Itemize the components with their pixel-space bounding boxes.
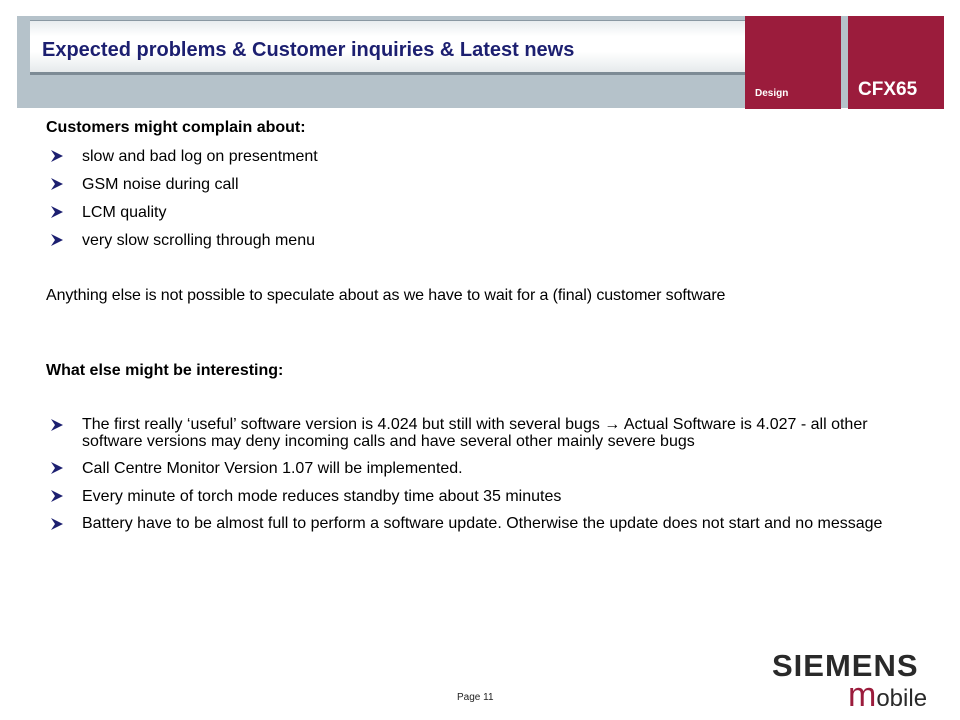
list-item — [46, 175, 926, 194]
list-item — [46, 487, 926, 506]
arrow-bullet-icon — [50, 461, 64, 475]
logo-obile: obile — [876, 685, 928, 712]
interesting-list — [46, 416, 926, 532]
arrow-bullet-icon — [50, 205, 64, 219]
arrow-bullet-icon — [50, 233, 64, 247]
list-item — [46, 147, 926, 166]
model-label: CFX65 — [858, 79, 918, 100]
logo-m: m — [848, 676, 877, 714]
list-item-text: GSM noise during call — [82, 176, 239, 193]
title-panel — [30, 21, 746, 75]
arrow-bullet-icon — [50, 149, 64, 163]
arrow-bullet-icon — [50, 177, 64, 191]
logo-mobile — [848, 676, 927, 715]
list-item-text: very slow scrolling through menu — [82, 232, 315, 249]
list-item — [46, 459, 926, 478]
complaints-heading: Customers might complain about: — [46, 119, 306, 136]
list-item — [46, 416, 926, 450]
list-item-text: Call Centre Monitor Version 1.07 will be implemented. — [82, 460, 463, 477]
list-item-text: slow and bad log on presentment — [82, 148, 318, 165]
siemens-mobile-logo — [770, 648, 940, 714]
title-box — [30, 20, 746, 75]
page-title: Expected problems & Customer inquiries & Latest news — [42, 39, 575, 61]
list-item-text: The first really ‘useful’ software version is 4.024 but still with several bugs → Actual Software is 4.027 - all other software versions may deny incoming calls and have several other mainly severe bugs — [82, 416, 868, 450]
list-item-text: LCM quality — [82, 204, 167, 221]
design-tile — [745, 16, 841, 109]
list-item — [46, 203, 926, 222]
list-item — [46, 515, 926, 532]
arrow-bullet-icon — [50, 418, 64, 432]
page-number: Page 11 — [457, 692, 494, 703]
list-item — [46, 231, 926, 250]
logo-siemens: SIEMENS — [772, 648, 919, 683]
model-tile — [848, 16, 944, 109]
list-item-text: Every minute of torch mode reduces standby time about 35 minutes — [82, 488, 562, 505]
design-label: Design — [755, 88, 789, 99]
slide-content — [46, 118, 926, 532]
arrow-bullet-icon — [50, 489, 64, 503]
interesting-heading: What else might be interesting: — [46, 362, 284, 379]
arrow-bullet-icon — [50, 517, 64, 531]
speculation-paragraph: Anything else is not possible to speculate about as we have to wait for a (final) customer software — [46, 287, 726, 304]
complaints-list — [46, 147, 926, 250]
list-item-text: Battery have to be almost full to perform a software update. Otherwise the update does not start and no message — [82, 515, 883, 532]
